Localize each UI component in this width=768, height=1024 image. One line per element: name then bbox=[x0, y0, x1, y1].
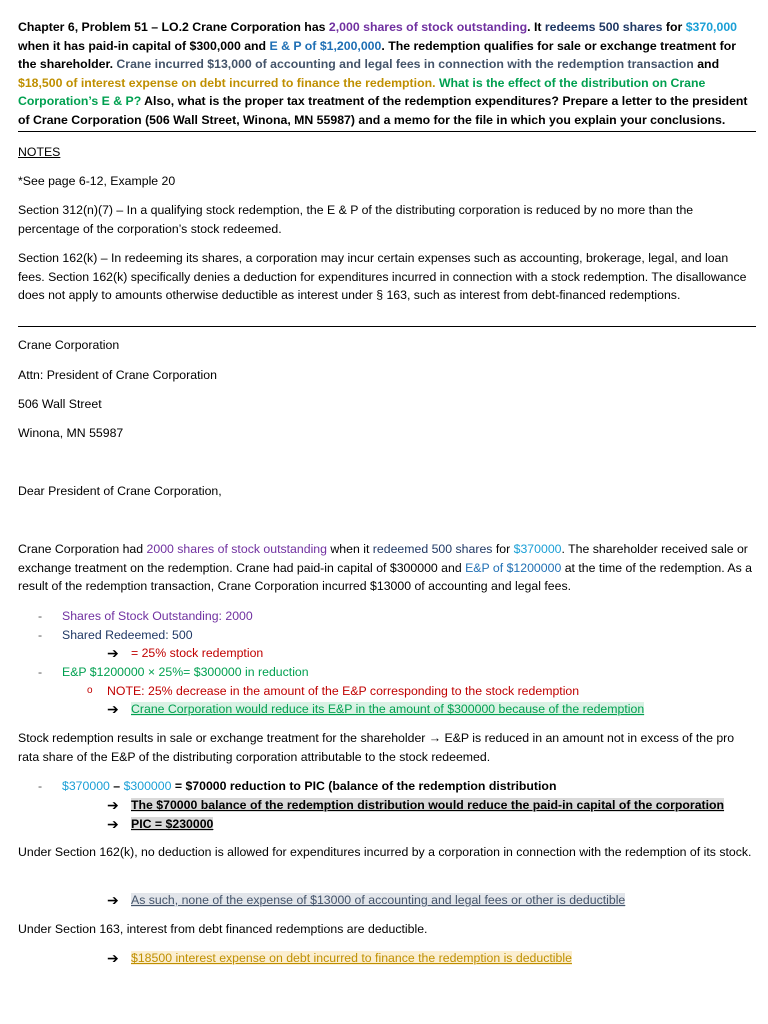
section-312-note: Section 312(n)(7) – In a qualifying stock redemption, the E & P of the distributing corporation is reduced by no more than the percentage of the corporation’s stock redeemed. bbox=[18, 203, 694, 236]
stock-redemption-percent: = 25% stock redemption bbox=[131, 646, 264, 660]
divider bbox=[18, 131, 756, 132]
address-line-3: 506 Wall Street bbox=[18, 397, 102, 411]
problem-text: for bbox=[662, 20, 686, 34]
problem-text: . It bbox=[527, 20, 545, 34]
ep-decrease-note: NOTE: 25% decrease in the amount of the E&P corresponding to the stock redemption bbox=[107, 684, 580, 698]
redeemed-text: redeemed 500 shares bbox=[372, 542, 493, 556]
pic-conclusion-text: The $70000 balance of the redemption distribution would reduce the paid-in capital of the corporation bbox=[131, 798, 725, 812]
interest-conclusion-text: $18500 interest expense on debt incurred to finance the redemption is deductible bbox=[131, 951, 572, 965]
circle-bullet: o bbox=[87, 685, 93, 696]
bullet-ep-reduction: E&P $1200000 × 25%= $300000 in reduction bbox=[62, 665, 309, 679]
problem-text: Chapter 6, Problem 51 – LO.2 Crane Corporation has bbox=[18, 20, 329, 34]
divider bbox=[18, 326, 756, 327]
ep-conclusion bbox=[131, 700, 756, 719]
address-line-2: Attn: President of Crane Corporation bbox=[18, 368, 217, 382]
letter-paragraph-1: Crane Corporation had 2000 shares of stock outstanding when it redeemed 500 shares for $370000. The shareholder received sale or exchange treatment on the redemption. Crane had paid-in capital of $300000 and E&P of $1200000 at the time of the redemption. As a result of the redemption transaction, Crane Corporation incurred $13000 of accounting and legal fees. bbox=[18, 542, 753, 593]
dash-bullet: - bbox=[38, 609, 43, 623]
see-reference: *See page 6-12, Example 20 bbox=[18, 174, 176, 188]
salutation: Dear President of Crane Corporation, bbox=[18, 484, 222, 498]
ep-conclusion-text: Crane Corporation would reduce its E&P in the amount of $300000 because of the redemption bbox=[131, 702, 645, 716]
shares-outstanding-text: 2,000 shares of stock outstanding bbox=[328, 20, 528, 34]
fees-conclusion bbox=[131, 891, 756, 910]
fees-text: Crane incurred $13,000 of accounting and legal fees in connection with the redemption transaction bbox=[116, 57, 694, 71]
address-line-1: Crane Corporation bbox=[18, 338, 120, 352]
problem-text: Also, what is the proper tax treatment of the redemption expenditures? Prepare a letter to the president of Crane Corporation (506 Wall Street, Winona, MN 55987) and a memo for the file in which you explain your conclusions. bbox=[18, 94, 748, 127]
letter-paragraph-3: Under Section 162(k), no deduction is allowed for expenditures incurred by a corporation in connection with the redemption of its stock. bbox=[18, 845, 752, 859]
bullet-shares-outstanding: Shares of Stock Outstanding: 2000 bbox=[62, 609, 253, 623]
address-line-4: Winona, MN 55987 bbox=[18, 426, 124, 440]
ep-amount-text: E&P of $1200000 bbox=[465, 560, 562, 575]
problem-text: . The redemption qualifies for sale or exchange treatment for the shareholder. bbox=[18, 38, 737, 71]
arrow-icon: ➔ bbox=[107, 892, 119, 908]
dash-bullet: - bbox=[38, 665, 43, 679]
pic-value bbox=[131, 815, 756, 834]
letter-paragraph-4: Under Section 163, interest from debt financed redemptions are deductible. bbox=[18, 922, 428, 936]
bullet-pic-reduction: $370000 – $300000 = $70000 reduction to PIC (balance of the redemption distribution bbox=[62, 779, 557, 793]
bullet-shares-redeemed: Shared Redeemed: 500 bbox=[62, 628, 193, 642]
problem-statement bbox=[18, 18, 756, 129]
problem-text: when it has paid-in capital of $300,000 and bbox=[18, 38, 270, 53]
redeems-text: redeems 500 shares bbox=[544, 20, 663, 34]
letter-paragraph-2: Stock redemption results in sale or exchange treatment for the shareholder → E&P is reduced in an amount not in excess of the pro rata share of the E&P of the distributing corporation attributable to the stock redeemed. bbox=[18, 731, 735, 764]
interest-conclusion bbox=[131, 949, 756, 968]
notes-heading: NOTES bbox=[18, 145, 61, 159]
arrow-icon: ➔ bbox=[107, 701, 119, 717]
question-text: What is the effect of the distribution on Crane Corporation’s E & P? bbox=[18, 75, 706, 108]
redemption-amount-text: $370000 bbox=[513, 542, 562, 556]
dash-bullet: - bbox=[38, 779, 43, 793]
section-162-note: Section 162(k) – In redeeming its shares, a corporation may incur certain expenses such as accounting, brokerage, legal, and loan fees. Section 162(k) specifically denies a deduction for expenditures incurred in connection with a stock redemption. The disallowance does not apply to amounts otherwise deductible as interest under § 163, such as interest from debt-financed redemptions. bbox=[18, 251, 747, 302]
shares-outstanding-text: 2000 shares of stock outstanding bbox=[146, 542, 327, 556]
fees-conclusion-text: As such, none of the expense of $13000 of accounting and legal fees or other is deductible bbox=[131, 893, 626, 907]
arrow-icon: ➔ bbox=[107, 645, 119, 661]
redemption-amount-text: $370,000 bbox=[685, 20, 737, 34]
pic-conclusion bbox=[131, 796, 756, 815]
arrow-icon: ➔ bbox=[107, 950, 119, 966]
interest-text: $18,500 of interest expense on debt incurred to finance the redemption. bbox=[18, 75, 436, 90]
ep-amount-text: E & P of $1,200,000 bbox=[269, 38, 382, 53]
pic-value-text: PIC = $230000 bbox=[131, 817, 214, 831]
arrow-icon: ➔ bbox=[107, 797, 119, 813]
dash-bullet: - bbox=[38, 628, 43, 642]
arrow-icon: ➔ bbox=[107, 816, 119, 832]
problem-text: and bbox=[693, 57, 720, 71]
